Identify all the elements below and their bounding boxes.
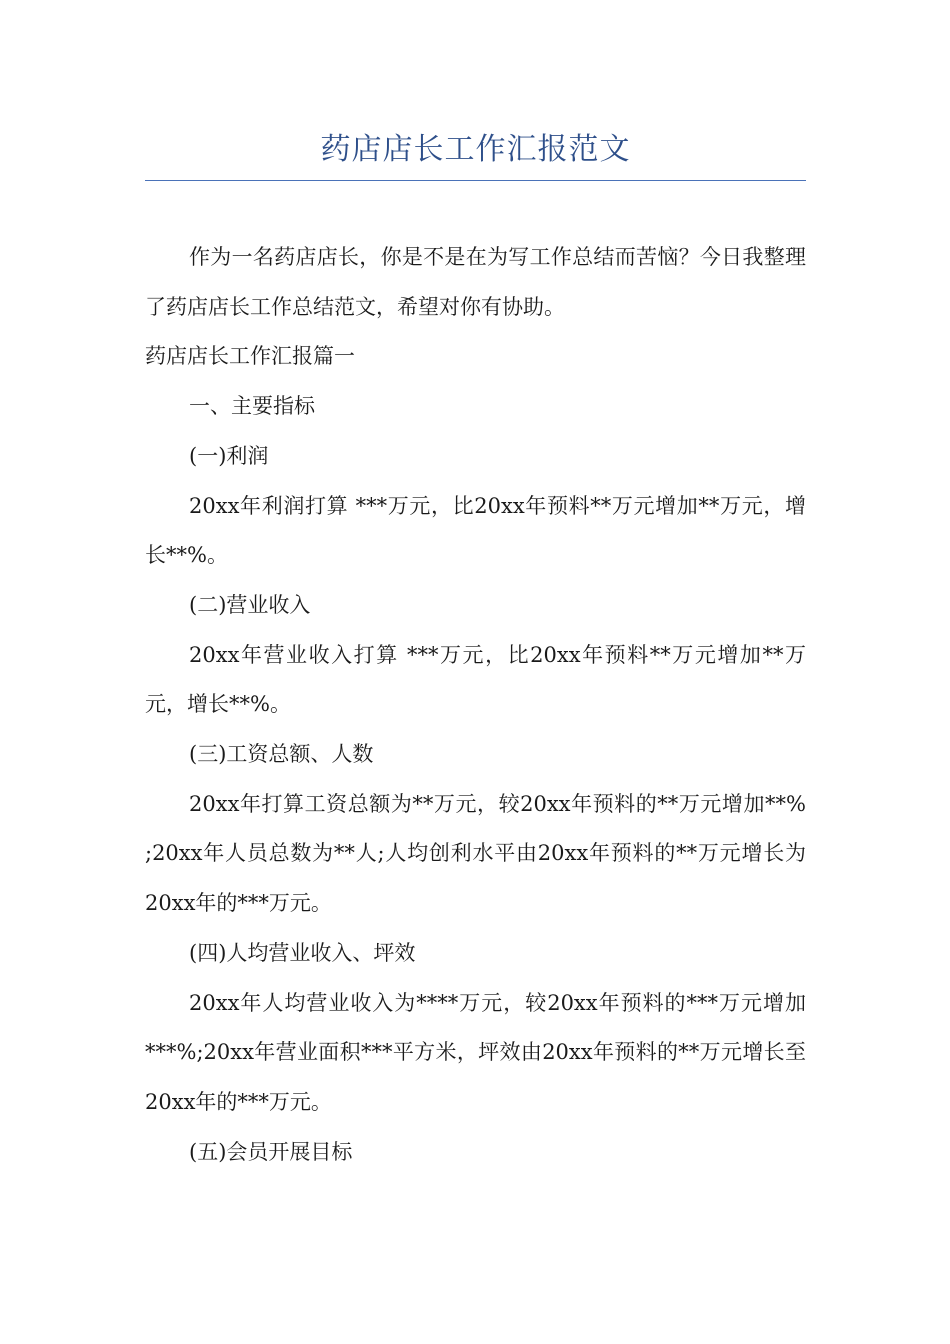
subheading-revenue: (二)营业收入 bbox=[189, 592, 311, 617]
subheading-profit: (一)利润 bbox=[189, 443, 269, 468]
paragraph-profit: 20xx年利润打算 ***万元，比20xx年预料**万元增加**万元，增长**%。 bbox=[145, 493, 806, 568]
intro-paragraph: 作为一名药店店长，你是不是在为写工作总结而苦恼？今日我整理了药店店长工作总结范文，希望对你有协助。 bbox=[145, 245, 806, 319]
subheading-membership: (五)会员开展目标 bbox=[189, 1139, 353, 1164]
document-body bbox=[145, 233, 806, 1177]
paragraph-wages: 20xx年打算工资总额为**万元，较20xx年预料的**万元增加**% ;20xx年人员总数为**人;人均创利水平由20xx年预料的**万元增长为20xx年的***万元。 bbox=[145, 791, 806, 916]
subheading-per-capita: (四)人均营业收入、坪效 bbox=[189, 940, 416, 965]
heading-main-indicators: 一、主要指标 bbox=[189, 394, 315, 419]
subheading-wages: (三)工资总额、人数 bbox=[189, 742, 374, 767]
document-title: 药店店长工作汇报范文 bbox=[320, 132, 631, 167]
paragraph-revenue: 20xx年营业收入打算 ***万元，比20xx年预料**万元增加**万元，增长**%。 bbox=[145, 642, 806, 717]
paragraph-per-capita: 20xx年人均营业收入为****万元，较20xx年预料的***万元增加***%;20xx年营业面积***平方米，坪效由20xx年预料的**万元增长至20xx年的***万元。 bbox=[145, 990, 806, 1114]
section-heading: 药店店长工作汇报篇一 bbox=[145, 344, 355, 369]
title-underline bbox=[145, 180, 806, 181]
